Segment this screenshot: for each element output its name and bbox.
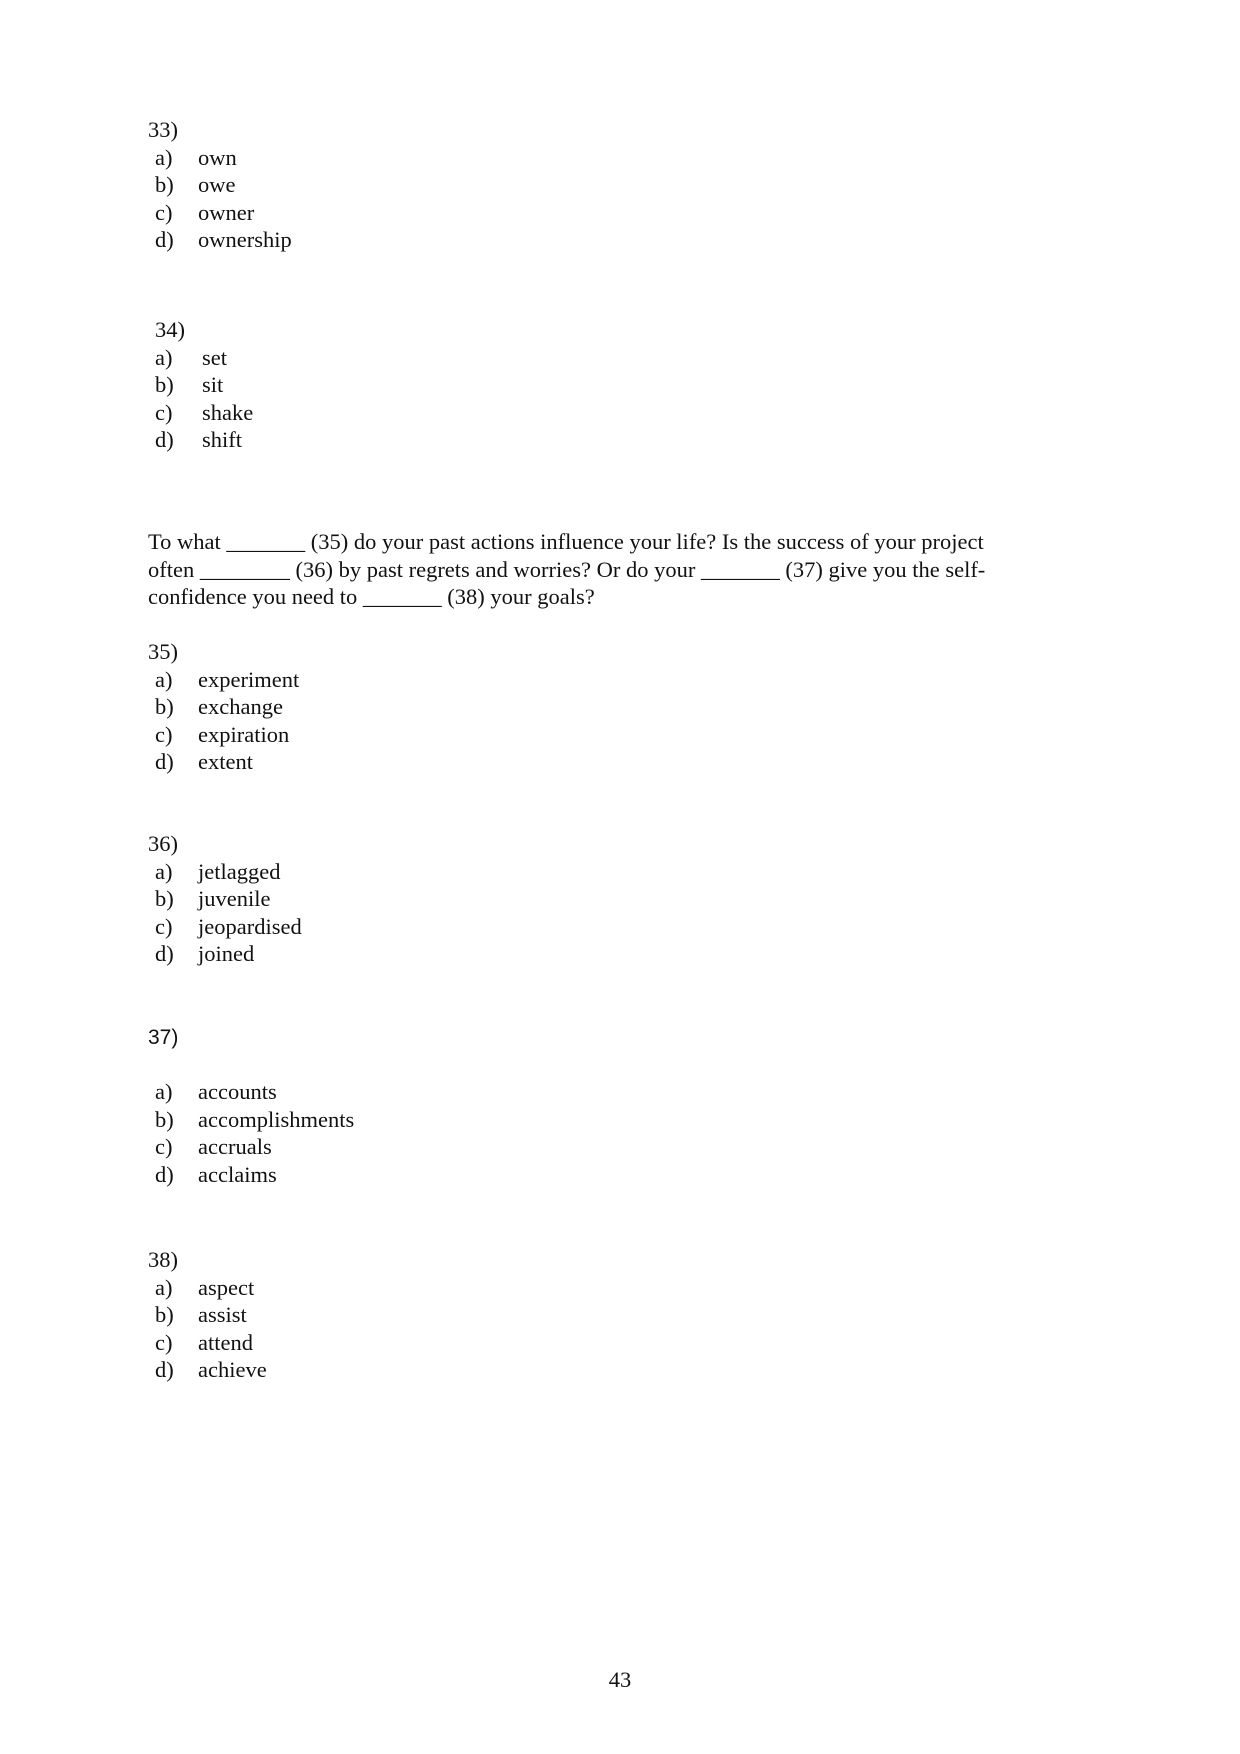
option-letter: d) bbox=[155, 1161, 174, 1187]
option-a bbox=[148, 344, 253, 372]
option-letter: a) bbox=[155, 1274, 173, 1300]
option-text: assist bbox=[198, 1302, 247, 1327]
option-text: joined bbox=[198, 941, 255, 966]
question-34 bbox=[148, 316, 253, 454]
option-b bbox=[148, 1106, 354, 1134]
option-letter: a) bbox=[155, 858, 173, 884]
option-text: ownership bbox=[198, 227, 292, 252]
option-letter: c) bbox=[155, 913, 173, 939]
option-text: sit bbox=[202, 372, 224, 397]
option-d bbox=[148, 1356, 267, 1384]
option-letter: a) bbox=[155, 666, 173, 692]
option-text: acclaims bbox=[198, 1161, 277, 1187]
option-text: own bbox=[198, 144, 237, 170]
option-a bbox=[148, 1274, 267, 1302]
option-text: accounts bbox=[198, 1079, 277, 1104]
option-b bbox=[148, 371, 253, 399]
option-letter: a) bbox=[155, 344, 173, 370]
option-d bbox=[148, 1161, 354, 1189]
question-number: 34) bbox=[155, 317, 185, 342]
passage-line: To what _______ (35) do your past actions influence your life? Is the success of your project bbox=[148, 529, 984, 554]
option-letter: b) bbox=[155, 886, 174, 911]
option-letter: c) bbox=[155, 1134, 173, 1159]
option-letter: d) bbox=[155, 1357, 174, 1382]
option-a bbox=[148, 1078, 354, 1106]
question-38 bbox=[148, 1246, 267, 1384]
option-text: achieve bbox=[198, 1357, 267, 1382]
passage-line: often ________ (36) by past regrets and worries? Or do your _______ (37) give you the self- bbox=[148, 556, 986, 582]
option-d bbox=[148, 940, 302, 968]
option-text: experiment bbox=[198, 666, 300, 692]
question-number: 35) bbox=[148, 639, 178, 664]
question-37-options bbox=[148, 1078, 354, 1188]
passage-line: confidence you need to _______ (38) your goals? bbox=[148, 584, 595, 609]
option-b bbox=[148, 1301, 267, 1329]
option-c bbox=[148, 399, 253, 427]
option-text: owe bbox=[198, 172, 236, 197]
question-37 bbox=[148, 1024, 178, 1052]
option-letter: c) bbox=[155, 199, 173, 225]
page-number: 43 bbox=[608, 1667, 632, 1692]
question-number: 33) bbox=[148, 117, 178, 142]
option-letter: c) bbox=[155, 1329, 173, 1355]
option-text: aspect bbox=[198, 1274, 255, 1300]
option-text: set bbox=[202, 344, 227, 370]
option-letter: b) bbox=[155, 172, 174, 197]
option-c bbox=[148, 199, 292, 227]
option-letter: b) bbox=[155, 1302, 174, 1327]
question-36 bbox=[148, 830, 302, 968]
option-letter: c) bbox=[155, 721, 173, 747]
option-text: accomplishments bbox=[198, 1106, 355, 1132]
option-letter: c) bbox=[155, 399, 173, 425]
question-number: 37) bbox=[148, 1026, 179, 1049]
question-35 bbox=[148, 638, 299, 776]
option-text: attend bbox=[198, 1329, 253, 1355]
option-text: owner bbox=[198, 199, 255, 225]
option-letter: a) bbox=[155, 1079, 173, 1104]
option-d bbox=[148, 748, 299, 776]
option-c bbox=[148, 913, 302, 941]
option-a bbox=[148, 858, 302, 886]
question-number: 36) bbox=[148, 831, 178, 856]
option-letter: b) bbox=[155, 1106, 174, 1132]
option-text: accruals bbox=[198, 1134, 272, 1159]
option-text: jetlagged bbox=[198, 858, 281, 884]
option-b bbox=[148, 171, 292, 199]
option-c bbox=[148, 1133, 354, 1161]
option-text: expiration bbox=[198, 721, 290, 747]
option-d bbox=[148, 226, 292, 254]
option-letter: a) bbox=[155, 144, 173, 170]
option-letter: d) bbox=[155, 941, 174, 966]
option-a bbox=[148, 666, 299, 694]
option-text: jeopardised bbox=[198, 913, 302, 939]
question-number: 38) bbox=[148, 1247, 178, 1272]
question-33 bbox=[148, 116, 292, 254]
option-c bbox=[148, 721, 299, 749]
cloze-passage bbox=[148, 528, 1048, 611]
option-text: juvenile bbox=[198, 886, 271, 911]
option-a bbox=[148, 144, 292, 172]
option-text: shake bbox=[202, 399, 254, 425]
option-text: extent bbox=[198, 749, 253, 774]
option-text: exchange bbox=[198, 694, 283, 719]
option-c bbox=[148, 1329, 267, 1357]
option-letter: b) bbox=[155, 372, 174, 397]
option-letter: d) bbox=[155, 749, 174, 774]
option-b bbox=[148, 693, 299, 721]
option-b bbox=[148, 885, 302, 913]
option-d bbox=[148, 426, 253, 454]
option-letter: d) bbox=[155, 427, 174, 452]
option-letter: b) bbox=[155, 694, 174, 719]
option-text: shift bbox=[202, 427, 243, 452]
option-letter: d) bbox=[155, 227, 174, 252]
